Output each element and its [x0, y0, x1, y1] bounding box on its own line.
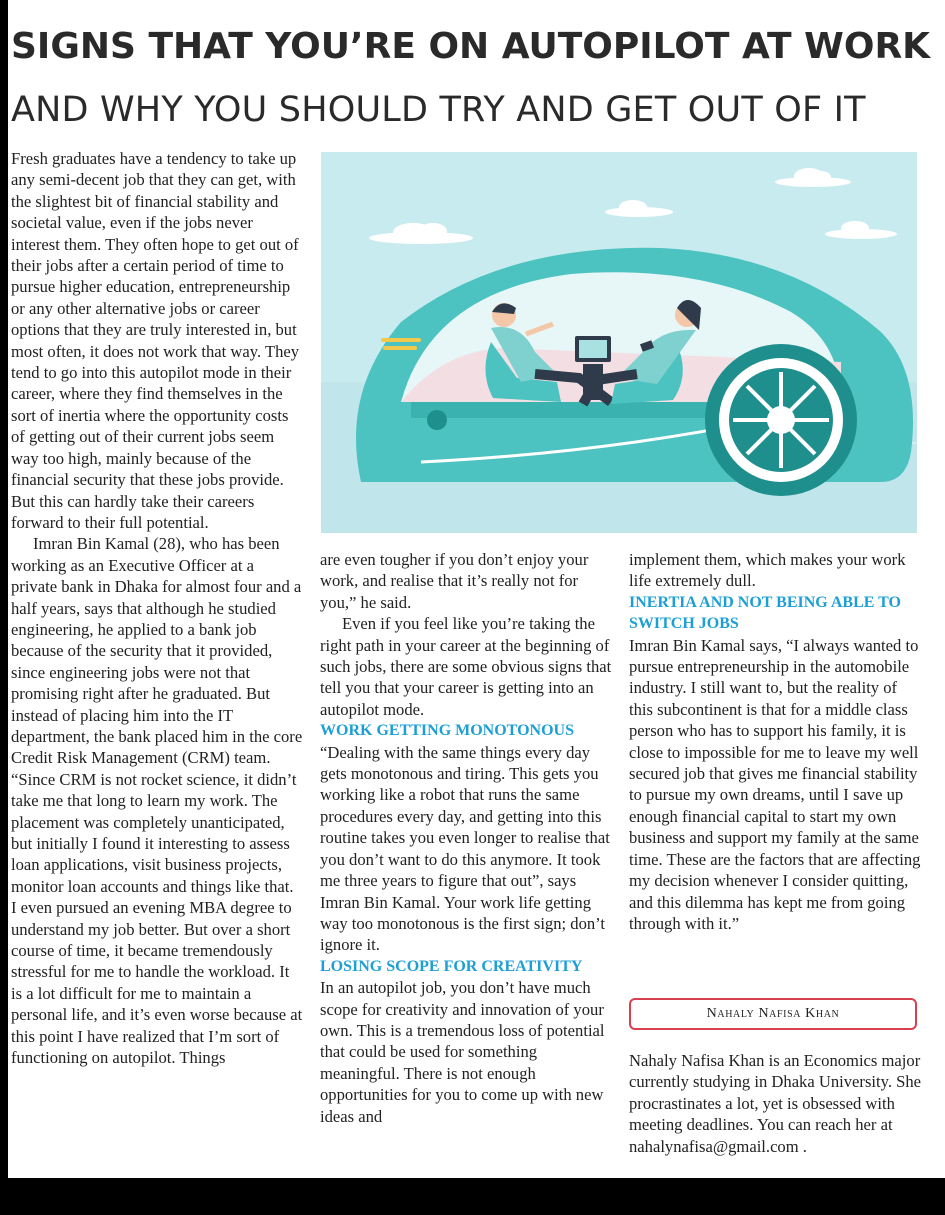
section-body-monotonous: “Dealing with the same things every day gets monotonous and tiring. This gets you working like a robot that runs the same procedures every day, and getting into this routine takes you even longer to realise that you don’t want to do this anymore. It took me three years to figure that out”, says Imran Bin Kamal. Your work life getting way too monotonous is the first sign; don’t ignore it. — [320, 742, 610, 955]
author-byline: Nahaly Nafisa Khan — [629, 998, 917, 1030]
section-heading-creativity: LOSING SCOPE FOR CREATIVITY — [320, 957, 583, 975]
section-body-inertia: Imran Bin Kamal says, “I always wanted to pursue entrepreneurship in the automobile industry. I still want to, but the reality of this subcontinent is that for a middle class person who has to support his family, it is close to impossible for me to leave my well secured job that gives me financial stability to pursue my own dreams, until I save up enough financial capital to start my own business and support my family at the same time. These are the factors that are affecting my decision whenever I consider quitting, and this dilemma has kept me from going through with it.” — [629, 635, 921, 933]
section-heading-monotonous: WORK GETTING MONOTONOUS — [320, 722, 574, 740]
car-illustration — [321, 152, 917, 533]
quote-paragraph: Imran Bin Kamal (28), who has been working as an Executive Officer at a private bank in Dhaka for almost four and a half years, says that although he studied engineering, he applied to a bank job because of the security that it provided, since engineering jobs were not that promising right after he graduated. But instead of placing him into the IT department, the bank placed him in the core Credit Risk Management (CRM) team. “Since CRM is not rocket science, it didn’t take me that long to learn my work. The placement was completely unanticipated, but initially I found it interesting to assess loan applications, visit business projects, monitor loan accounts and things like that. I even pursued an evening MBA degree to understand my job better. But over a short course of time, it became tremendously stressful for me to handle the workload. It is a lot difficult for me to maintain a personal life, and it’s even worse because at this point I have realized that I’m sort of functioning on autopilot. Things — [11, 534, 303, 1068]
intro-paragraph: Fresh graduates have a tendency to take up any semi-decent job that they can get, with the slightest bit of financial stability and societal value, even if the jobs never interest them. They often hope to get out of their jobs after a certain period of time to pursue higher education, entrepreneurship or any other alternative jobs or career options that they are truly interested in, but most often, it does not work that way. They tend to go into this autopilot mode in their career, where they find themselves in the sort of inertia where the opportunity costs of getting out of their current jobs seem way too high, mainly because of the financial security that these jobs provide. But this can hardly take their careers forward to their full potential. — [11, 149, 300, 532]
column-3 — [629, 549, 925, 934]
headline: SIGNS THAT YOU’RE ON AUTOPILOT AT WORK — [11, 26, 931, 67]
author-bio: Nahaly Nafisa Khan is an Economics major currently studying in Dhaka University. She procrastinates a lot, yet is obsessed with meeting deadlines. You can reach her at nahalynafisa@gmail.com . — [629, 1051, 922, 1156]
creativity-continuation: implement them, which makes your work life extremely dull. — [629, 550, 906, 591]
subheadline: AND WHY YOU SHOULD TRY AND GET OUT OF IT — [11, 90, 866, 130]
article-sheet — [8, 0, 945, 1178]
column-1 — [11, 148, 303, 1068]
section-heading-inertia: INERTIA AND NOT BEING ABLE TO SWITCH JOBS — [629, 593, 901, 633]
continuation-paragraph: are even tougher if you don’t enjoy your work, and realise that it’s really not for you,” he said. — [320, 550, 589, 612]
signs-intro-paragraph: Even if you feel like you’re taking the right path in your career at the beginning of such jobs, there are some obvious signs that tell you that your career is getting into an autopilot mode. — [320, 614, 612, 719]
column-2 — [320, 549, 612, 1127]
section-body-creativity: In an autopilot job, you don’t have much scope for creativity and innovation of your own. This is a tremendous loss of potential that could be used for something meaningful. There is not enough opportunities for you to come up with new ideas and — [320, 978, 605, 1126]
